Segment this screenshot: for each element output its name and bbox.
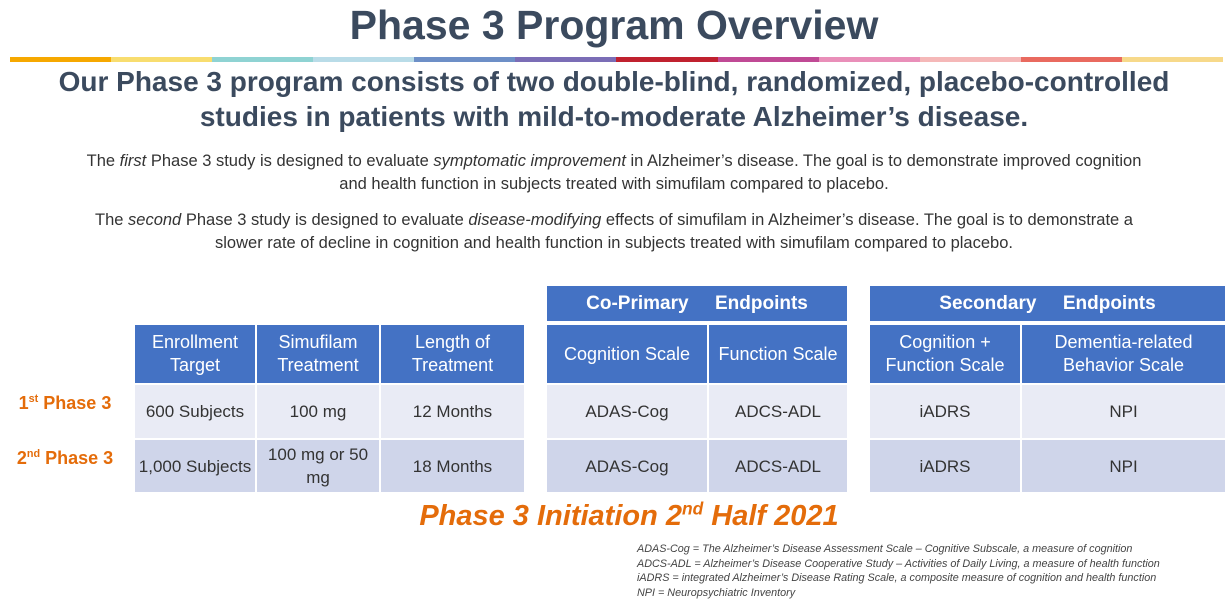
- footnote: ADAS-Cog = The Alzheimer’s Disease Assessment Scale – Cognitive Subscale, a measure of cognition: [637, 543, 1133, 555]
- color-stripe-segment: [111, 57, 212, 62]
- color-stripe-segment: [616, 57, 717, 62]
- subtitle-line-2: studies in patients with mild-to-moderate Alzheimer’s disease.: [199, 101, 1029, 132]
- color-stripe-segment: [1021, 57, 1122, 62]
- color-stripe-segment: [414, 57, 515, 62]
- first-study-description: The first Phase 3 study is designed to evaluate symptomatic improvement in Alzheimer’s disease. The goal is to demonstrate improved cognition and health function in subjects treated with simufilam compared to placebo.: [86, 152, 1142, 193]
- header-function-scale: Function Scale: [709, 325, 847, 383]
- color-stripe-segment: [515, 57, 616, 62]
- color-stripe-segment: [10, 57, 111, 62]
- initiation-banner: Phase 3 Initiation 2nd Half 2021: [419, 498, 839, 532]
- table-cell: 1,000 Subjects: [135, 440, 255, 492]
- footnote: NPI = Neuropsychiatric Inventory: [637, 586, 796, 599]
- table-cell: ADCS-ADL: [709, 385, 847, 438]
- table-cell: 100 mg or 50 mg: [257, 440, 379, 492]
- table-cell: NPI: [1022, 385, 1225, 438]
- coprimary-endpoints-header: Co-Primary Endpoints: [547, 286, 847, 321]
- table-cell: iADRS: [870, 440, 1020, 492]
- header-behavior-scale: Dementia-related Behavior Scale: [1022, 325, 1225, 383]
- color-stripe-segment: [819, 57, 920, 62]
- table-cell: iADRS: [870, 385, 1020, 438]
- subtitle-line-1: Our Phase 3 program consists of two double-blind, randomized, placebo-controlled: [58, 66, 1170, 97]
- header-cognition-function-scale: Cognition + Function Scale: [870, 325, 1020, 383]
- table-cell: ADCS-ADL: [709, 440, 847, 492]
- header-length-of-treatment: Length of Treatment: [381, 325, 524, 383]
- color-stripe-segment: [1122, 57, 1223, 62]
- table-cell: ADAS-Cog: [547, 440, 707, 492]
- footnote: iADRS = integrated Alzheimer’s Disease Rating Scale, a composite measure of cognition and health function: [637, 572, 1157, 584]
- color-stripe-segment: [313, 57, 414, 62]
- page-title: Phase 3 Program Overview: [349, 2, 879, 48]
- table-cell: ADAS-Cog: [547, 385, 707, 438]
- footnotes: [637, 542, 1160, 600]
- header-cognition-scale: Cognition Scale: [547, 325, 707, 383]
- color-stripe-segment: [920, 57, 1021, 62]
- table-cell: 18 Months: [381, 440, 524, 492]
- row-label-2nd-phase-3: 2nd Phase 3: [16, 448, 114, 468]
- row-label-1st-phase-3: 1st Phase 3: [18, 393, 112, 413]
- header-simufilam-treatment: Simufilam Treatment: [257, 325, 379, 383]
- table-cell: 100 mg: [257, 385, 379, 438]
- secondary-endpoints-header: Secondary Endpoints: [870, 286, 1225, 321]
- table-cell: 600 Subjects: [135, 385, 255, 438]
- footnote: ADCS-ADL = Alzheimer’s Disease Cooperative Study – Activities of Daily Living, a measure of health function: [637, 557, 1160, 570]
- table-cell: NPI: [1022, 440, 1225, 492]
- second-study-description: The second Phase 3 study is designed to evaluate disease-modifying effects of simufilam in Alzheimer’s disease. The goal is to demonstrate a slower rate of decline in cognition and health function in subjects treated with simufilam compared to placebo.: [95, 211, 1133, 252]
- header-enrollment-target: Enrollment Target: [135, 325, 255, 383]
- table-cell: 12 Months: [381, 385, 524, 438]
- subtitle: [0, 64, 1228, 134]
- color-stripe-segment: [718, 57, 819, 62]
- color-stripe-segment: [212, 57, 313, 62]
- color-stripe: [10, 57, 1223, 62]
